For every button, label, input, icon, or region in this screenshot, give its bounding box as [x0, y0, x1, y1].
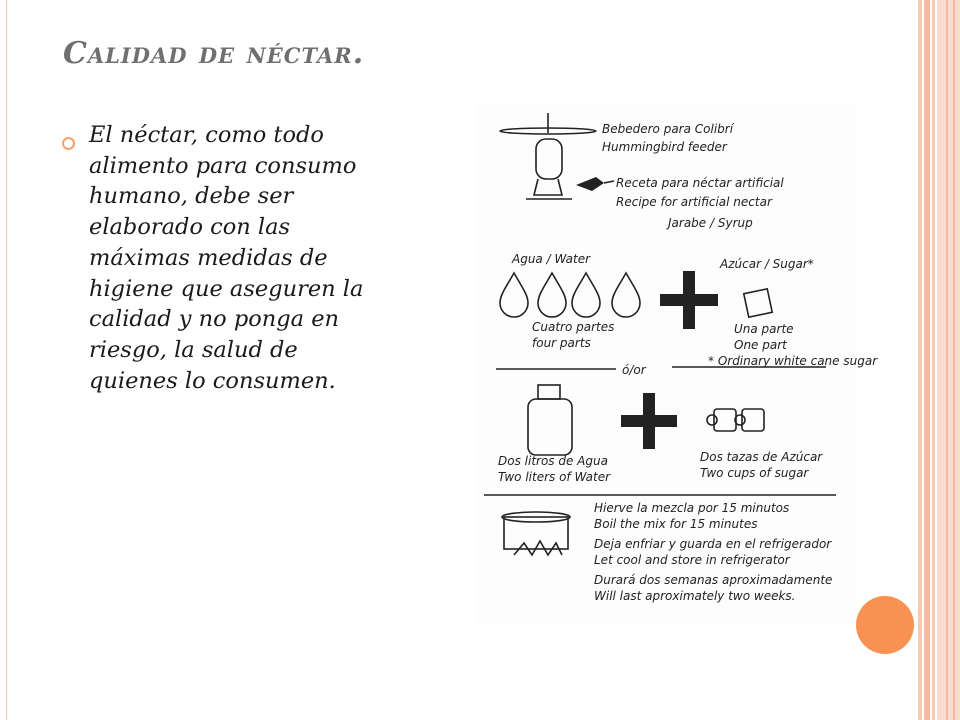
- one-part-en: One part: [734, 338, 787, 352]
- body-line: quienes lo consumen.: [89, 367, 336, 394]
- feeder-es: Bebedero para Colibrí: [602, 122, 734, 136]
- syrup-label: Jarabe / Syrup: [668, 216, 753, 230]
- step-3: Deja enfriar y guarda en el refrigerador: [594, 537, 832, 551]
- body-line: calidad y no ponga en: [89, 306, 340, 333]
- water-jug-icon: [528, 385, 572, 455]
- plus-icon: [660, 271, 718, 329]
- body-line: El néctar, como todo: [89, 122, 324, 148]
- body-line: higiene que aseguren la: [89, 275, 364, 302]
- slide-title: Calidad de néctar.: [63, 36, 365, 71]
- two-cups-es: Dos tazas de Azúcar: [700, 450, 823, 464]
- step-4: Let cool and store in refrigerator: [594, 553, 790, 567]
- recipe-es: Receta para néctar artificial: [616, 176, 784, 190]
- step-6: Will last aproximately two weeks.: [594, 589, 796, 603]
- or-label: ó/or: [622, 363, 646, 377]
- body-line: máximas medidas de: [89, 244, 328, 271]
- decor-orange-circle: [856, 596, 914, 654]
- bullet-ring-icon: [62, 137, 75, 150]
- step-2: Boil the mix for 15 minutes: [594, 517, 758, 531]
- cups-icon: [707, 409, 764, 431]
- sugar-label: Azúcar / Sugar*: [720, 257, 814, 271]
- recipe-drawing: [476, 103, 878, 625]
- nectar-recipe-illustration: [476, 103, 878, 625]
- footnote: * Ordinary white cane sugar: [708, 354, 878, 368]
- decor-stripe: [924, 0, 930, 720]
- body-paragraph: [89, 120, 449, 396]
- body-line: humano, debe ser: [89, 183, 294, 210]
- body-line: elaborado con las: [89, 214, 291, 241]
- cooking-pot-icon: [502, 512, 570, 555]
- two-cups-en: Two cups of sugar: [700, 466, 809, 480]
- two-liters-es: Dos litros de Agua: [498, 454, 608, 468]
- decor-stripe: [953, 0, 955, 720]
- decor-stripe: [946, 0, 948, 720]
- decor-stripe: [932, 0, 935, 720]
- one-part-es: Una parte: [734, 322, 794, 336]
- water-label: Agua / Water: [512, 252, 591, 266]
- decor-stripe: [937, 0, 960, 720]
- step-1: Hierve la mezcla por 15 minutos: [594, 501, 790, 515]
- four-parts-en: four parts: [532, 336, 591, 350]
- plus-icon: [621, 393, 677, 449]
- feeder-en: Hummingbird feeder: [602, 140, 727, 154]
- left-border-line: [6, 0, 7, 720]
- recipe-en: Recipe for artificial nectar: [616, 195, 772, 209]
- decor-stripe: [918, 0, 922, 720]
- sugar-cube-icon: [744, 289, 772, 317]
- four-parts-es: Cuatro partes: [532, 320, 615, 334]
- body-line: riesgo, la salud de: [89, 336, 298, 363]
- hummingbird-icon: [576, 177, 614, 191]
- step-5: Durará dos semanas aproximadamente: [594, 573, 833, 587]
- two-liters-en: Two liters of Water: [498, 470, 611, 484]
- body-line: alimento para consumo: [89, 152, 357, 179]
- water-drop-icon: [500, 273, 640, 317]
